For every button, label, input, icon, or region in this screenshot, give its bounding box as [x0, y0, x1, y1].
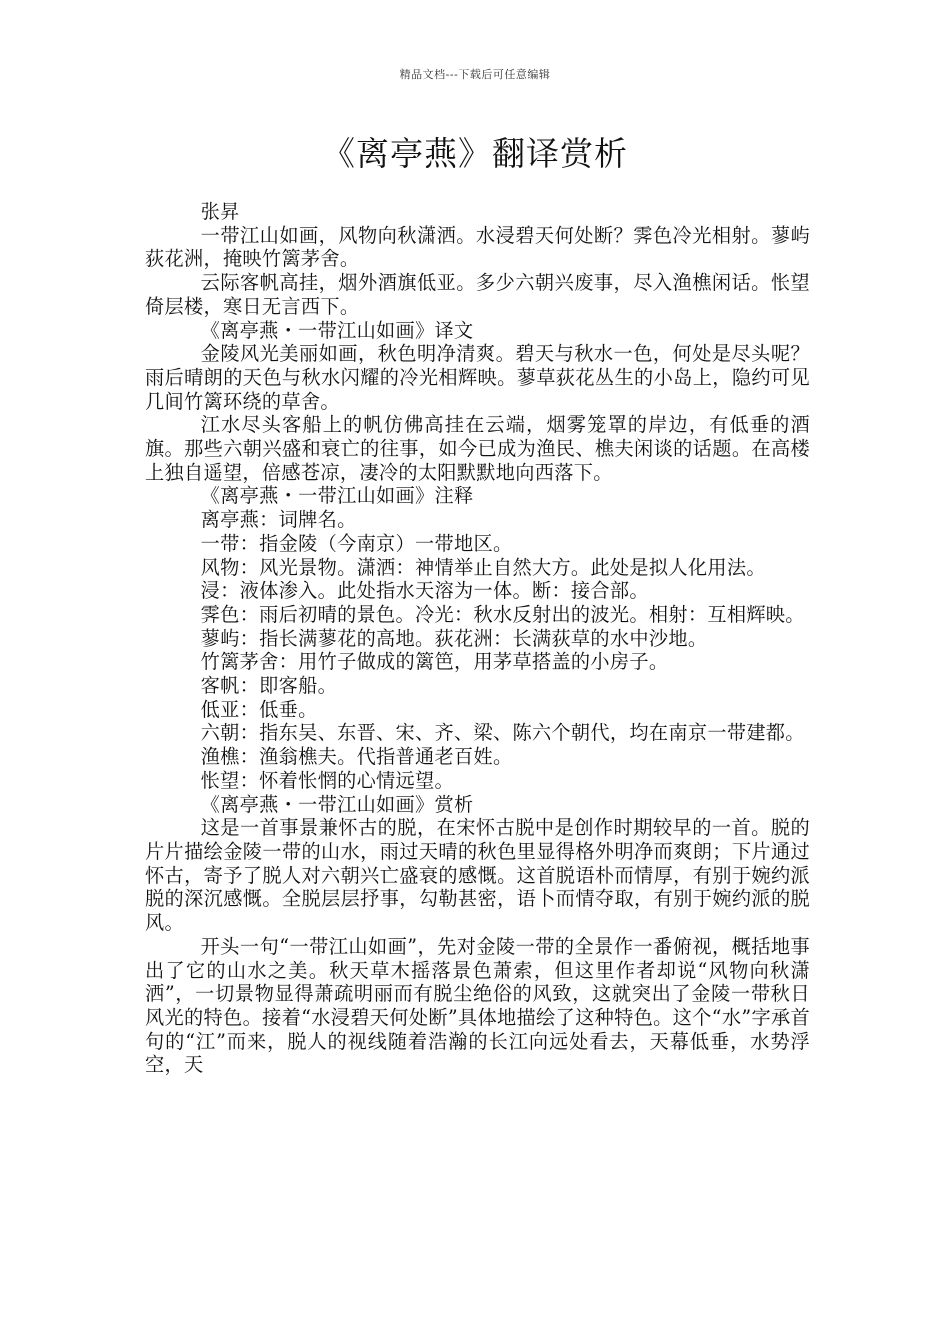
page-header: 精品文档---下载后可任意编辑: [399, 68, 551, 81]
poem-stanza-2: 云际客帆高挂，烟外酒旗低亚。多少六朝兴废事，尽入渔樵闲话。怅望倚层楼，寒日无言西下。: [145, 271, 810, 318]
note-item: 客帆：即客船。: [200, 674, 338, 698]
translation-paragraph: 金陵风光美丽如画，秋色明净清爽。碧天与秋水一色，何处是尽头呢？雨后晴朗的天色与秋水闪耀的冷光相辉映。蓼草荻花丛生的小岛上，隐约可见几间竹篱环绕的草舍。: [145, 342, 810, 413]
page-title: 《离亭燕》翻译赏析: [322, 134, 628, 173]
note-item: 浸：液体渗入。此处指水天溶为一体。断：接合部。: [200, 579, 649, 603]
section-heading-translation: 《离亭燕・一带江山如画》译文: [200, 318, 474, 342]
document-body: [145, 200, 810, 1077]
note-item: 六朝：指东吴、东晋、宋、齐、梁、陈六个朝代，均在南京一带建都。: [200, 721, 805, 745]
appreciation-paragraph: 开头一句“一带江山如画”，先对金陵一带的全景作一番俯视，概括地事出了它的山水之美。秋天草木摇落景色萧索，但这里作者却说“风物向秋潇洒”，一切景物显得萧疏明丽而有脱尘绝俗的风致，这就突出了金陵一带秋日风光的特色。接着“水浸碧天何处断”具体地描绘了这种特色。这个“水”字承首句的“江”而来，脱人的视线随着浩瀚的长江向远处看去，天幕低垂，水势浮空，天: [145, 934, 810, 1077]
note-item: 离亭燕：词牌名。: [200, 508, 357, 532]
translation-paragraph: 江水尽头客船上的帆仿佛高挂在云端，烟雾笼罩的岸边，有低垂的酒旗。那些六朝兴盛和衰亡的往事，如今已成为渔民、樵夫闲谈的话题。在高楼上独自遥望，倍感苍凉，凄冷的太阳默默地向西落下。: [145, 413, 810, 484]
note-item: 风物：风光景物。潇洒：神情举止自然大方。此处是拟人化用法。: [200, 555, 766, 579]
poem-stanza-1: 一带江山如画，风物向秋潇洒。水浸碧天何处断？霁色冷光相射。蓼屿荻花洲，掩映竹篱茅舍。: [145, 223, 810, 271]
section-heading-appreciation: 《离亭燕・一带江山如画》赏析: [200, 792, 474, 816]
note-item: 竹篱茅舍：用竹子做成的篱笆，用茅草搭盖的小房子。: [200, 650, 669, 674]
note-item: 低亚：低垂。: [200, 697, 318, 721]
note-item: 霁色：雨后初晴的景色。冷光：秋水反射出的波光。相射：互相辉映。: [200, 602, 805, 626]
note-item: 怅望：怀着怅惘的心情远望。: [200, 768, 455, 792]
note-item: 蓼屿：指长满蓼花的高地。荻花洲：长满荻草的水中沙地。: [200, 626, 708, 650]
appreciation-paragraph: 这是一首事景兼怀古的脱，在宋怀古脱中是创作时期较早的一首。脱的片片描绘金陵一带的山水，雨过天晴的秋色里显得格外明净而爽朗；下片通过怀古，寄予了脱人对六朝兴亡盛衰的感慨。这首脱语朴而情厚，有别于婉约派脱的深沉感慨。全脱层层抒事，勾勒甚密，语卜而情夺取，有别于婉约派的脱风。: [145, 816, 810, 935]
note-item: 一带：指金陵（今南京）一带地区。: [200, 531, 513, 555]
note-item: 渔樵：渔翁樵夫。代指普通老百姓。: [200, 745, 513, 769]
author-line: 张昇: [200, 200, 240, 223]
section-heading-notes: 《离亭燕・一带江山如画》注释: [200, 484, 474, 508]
